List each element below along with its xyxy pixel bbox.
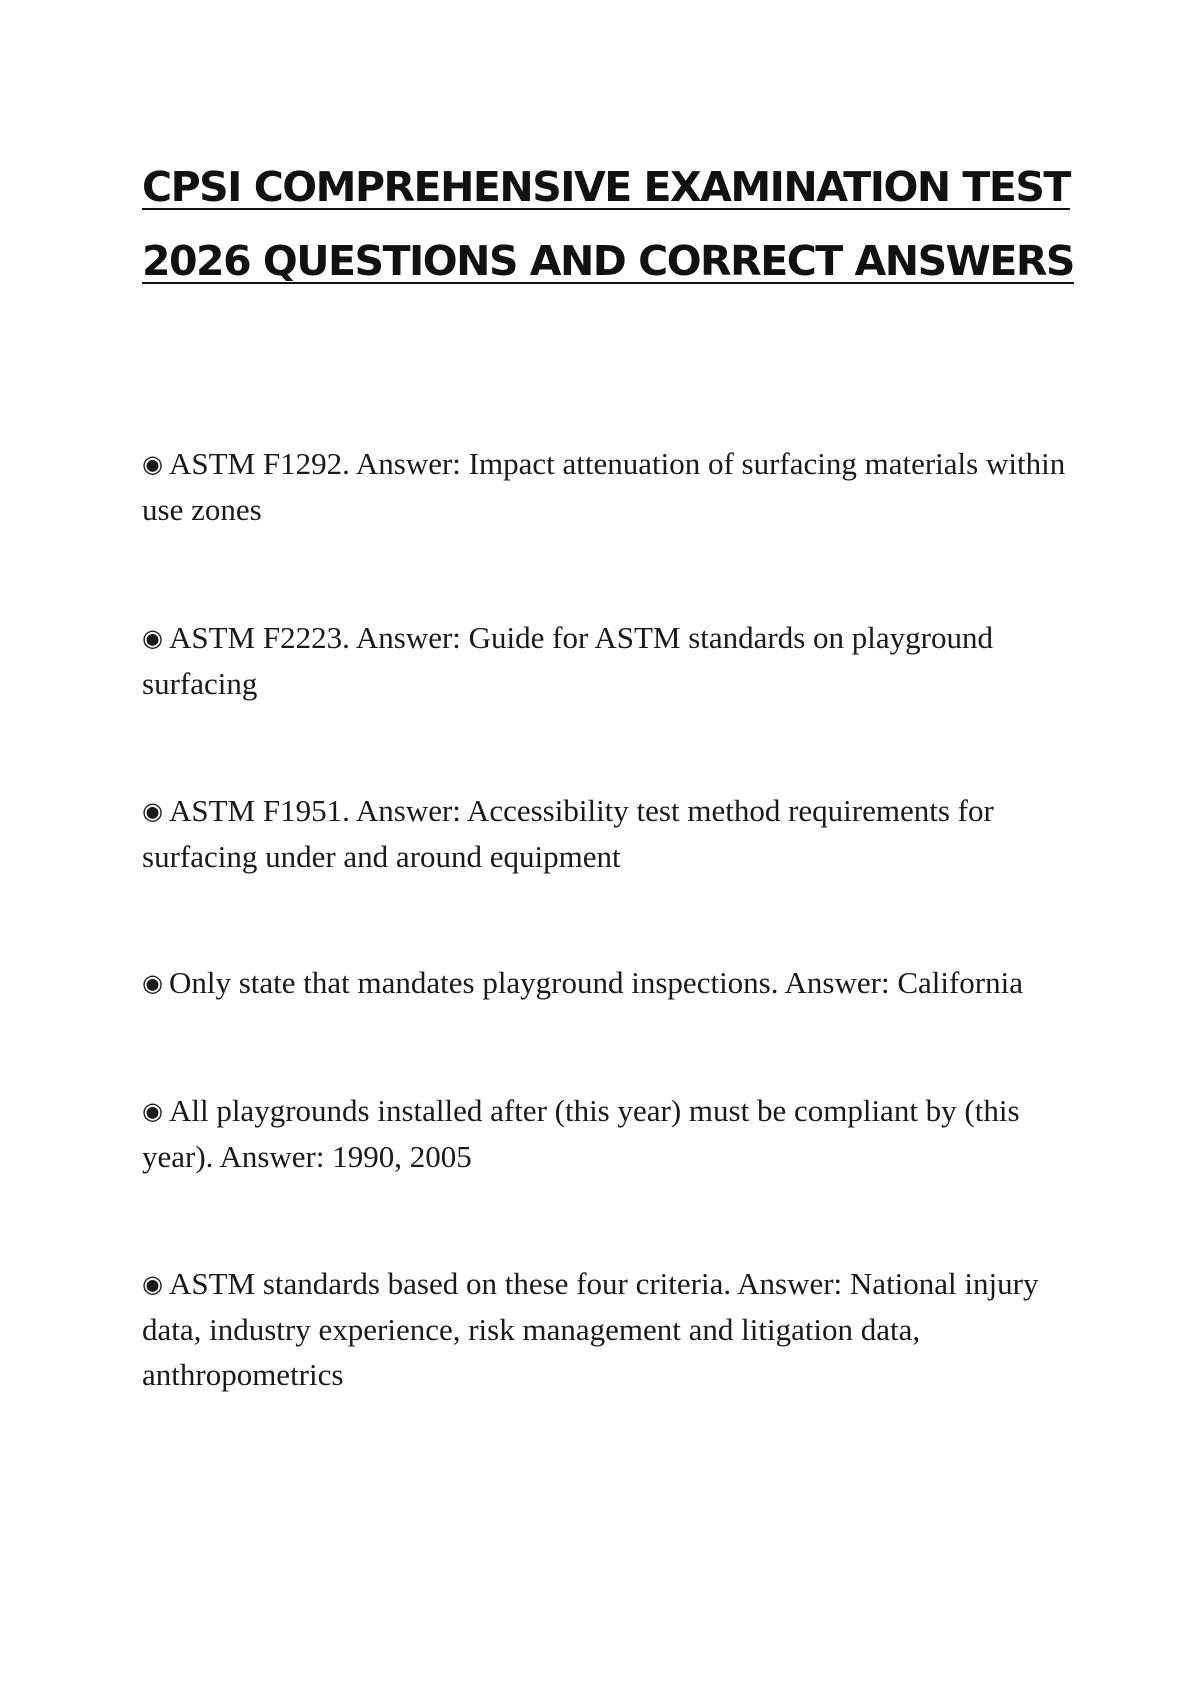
qa-text: All playgrounds installed after (this year) must be compliant by (this year). Answer: 1990, 2005 — [142, 1093, 1020, 1174]
bullet-icon: ◉ — [142, 1270, 163, 1298]
qa-item-compliance-years — [142, 1088, 1082, 1179]
qa-item-astm-f2223 — [142, 615, 1082, 706]
qa-text: ASTM F1292. Answer: Impact attenuation of surfacing materials within use zones — [142, 446, 1066, 527]
qa-item-state-inspections — [142, 960, 1082, 1006]
title-line-1: CPSI COMPREHENSIVE EXAMINATION TEST — [142, 163, 1070, 211]
bullet-icon: ◉ — [142, 450, 163, 478]
bullet-icon: ◉ — [142, 1097, 163, 1125]
bullet-icon: ◉ — [142, 624, 163, 652]
bullet-icon: ◉ — [142, 969, 163, 997]
qa-text: ASTM standards based on these four criteria. Answer: National injury data, industry experience, risk management and litigation data, anthropometrics — [142, 1266, 1039, 1392]
qa-text: ASTM F2223. Answer: Guide for ASTM standards on playground surfacing — [142, 620, 993, 701]
qa-text: ASTM F1951. Answer: Accessibility test method requirements for surfacing under and around equipment — [142, 793, 994, 874]
document-title — [142, 150, 1102, 298]
qa-item-astm-f1292 — [142, 441, 1082, 532]
qa-item-astm-criteria — [142, 1261, 1082, 1397]
title-line-2: 2026 QUESTIONS AND CORRECT ANSWERS — [142, 237, 1074, 285]
qa-item-astm-f1951 — [142, 788, 1082, 879]
qa-text: Only state that mandates playground inspections. Answer: California — [168, 965, 1023, 1000]
bullet-icon: ◉ — [142, 797, 163, 825]
